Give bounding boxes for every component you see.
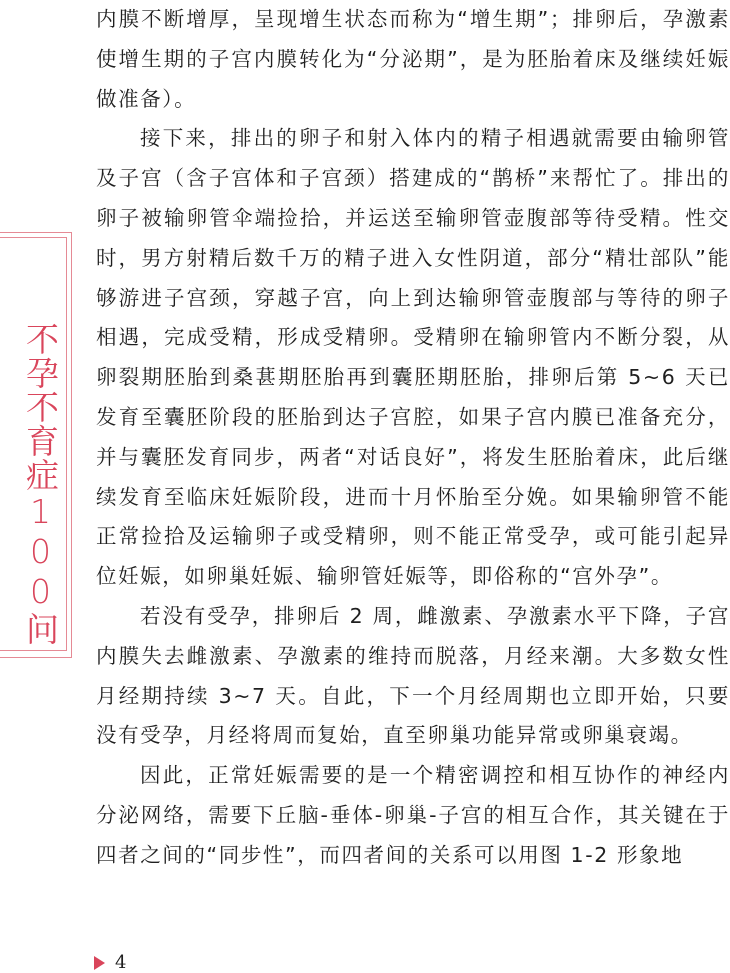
paragraph-4: 因此，正常妊娠需要的是一个精密调控和相互协作的神经内分泌网络，需要下丘脑-垂体-卵巢-子宫的相互合作，其关键在于四者之间的“同步性”，而四者间的关系可以用图 1-2 形象地: [96, 763, 730, 867]
page-footer: [94, 952, 126, 973]
paragraph-3: 若没有受孕，排卵后 2 周，雌激素、孕激素水平下降，子宫内膜失去雌激素、孕激素的维持而脱落，月经来潮。大多数女性月经期持续 3~7 天。自此，下一个月经周期也立即开始，只要没有受孕，月经将周而复始，直至卵巢功能异常或卵巢衰竭。: [96, 603, 730, 748]
book-title: 不孕不育症100问: [21, 322, 60, 646]
paragraph-2: 接下来，排出的卵子和射入体内的精子相遇就需要由输卵管及子宫（含子宫体和子宫颈）搭建成的“鹊桥”来帮忙了。排出的卵子被输卵管伞端捡拾，并运送至输卵管壶腹部等待受精。性交时，男方射精后数千万的精子进入女性阴道，部分“精壮部队”能够游进子宫颈，穿越子宫，向上到达输卵管壶腹部与等待的卵子相遇，完成受精，形成受精卵。受精卵在输卵管内不断分裂，从卵裂期胚胎到桑葚期胚胎再到囊胚期胚胎，排卵后第 5~6 天已发育至囊胚阶段的胚胎到达子宫腔，如果子宫内膜已准备充分，并与囊胚发育同步，两者“对话良好”，将发生胚胎着床，此后继续发育至临床妊娠阶段，进而十月怀胎至分娩。如果输卵管不能正常捡拾及运输卵子或受精卵，则不能正常受孕，或可能引起异位妊娠，如卵巢妊娠、输卵管妊娠等，即俗称的“宫外孕”。: [96, 126, 730, 589]
page-number: 4: [115, 952, 127, 973]
triangle-icon: [94, 956, 105, 970]
paragraph-1: 内膜不断增厚，呈现增生状态而称为“增生期”；排卵后，孕激素使增生期的子宫内膜转化为“分泌期”，是为胚胎着床及继续妊娠做准备）。: [96, 7, 730, 111]
body-text: [96, 0, 730, 876]
